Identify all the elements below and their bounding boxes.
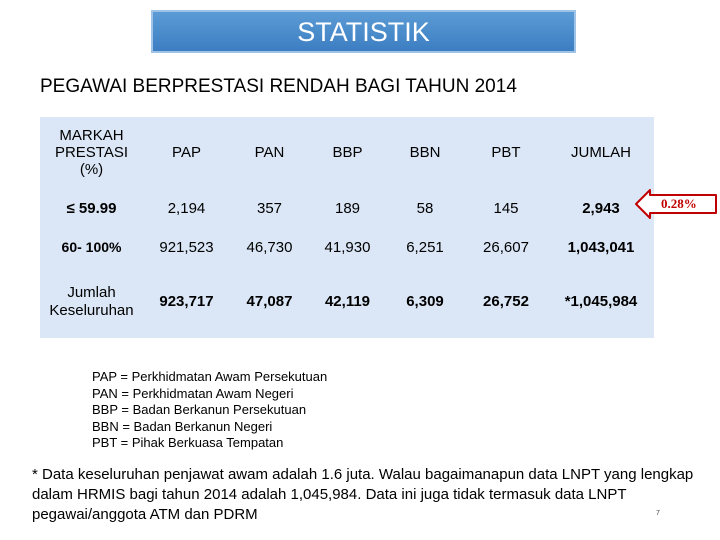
legend-item: BBN = Badan Berkanun Negeri — [92, 418, 273, 434]
row-label-line: Jumlah — [67, 283, 116, 301]
header-bbn: BBN — [409, 143, 441, 161]
abbreviation-legend — [92, 369, 327, 452]
table-cell: 46,730 — [246, 238, 293, 256]
statistics-table — [40, 117, 654, 338]
table-cell-total: 2,943 — [582, 199, 620, 217]
table-cell-total: *1,045,984 — [564, 293, 638, 310]
table-cell: 26,752 — [483, 293, 529, 310]
header-pan: PAN — [254, 143, 285, 161]
legend-item: PAN = Perkhidmatan Awam Negeri — [92, 385, 294, 401]
legend-item: PAP = Perkhidmatan Awam Persekutuan — [92, 369, 328, 384]
header-pap: PAP — [172, 143, 201, 161]
row-label: 60- 100% — [61, 239, 122, 255]
table-cell: 923,717 — [159, 293, 214, 310]
table-row — [40, 265, 654, 338]
header-line: PRESTASI — [54, 143, 129, 161]
table-cell: 26,607 — [483, 238, 529, 256]
table-cell: 41,930 — [324, 238, 371, 256]
row-label — [40, 265, 143, 338]
slide-title: STATISTIK — [151, 10, 576, 53]
header-line: MARKAH — [59, 126, 124, 144]
header-pbt: PBT — [491, 143, 521, 161]
table-row — [40, 187, 654, 229]
table-cell: 47,087 — [246, 293, 293, 310]
table-cell-total: 1,043,041 — [567, 238, 635, 256]
table-row — [40, 229, 654, 265]
table-cell: 357 — [256, 199, 283, 217]
callout-percentage: 0.28% — [661, 196, 697, 211]
slide-subtitle: PEGAWAI BERPRESTASI RENDAH BAGI TAHUN 2014 — [40, 76, 517, 97]
table-cell: 6,251 — [406, 238, 444, 256]
row-label-line: Keseluruhan — [49, 301, 134, 319]
table-header-row — [40, 117, 654, 187]
header-jumlah: JUMLAH — [570, 143, 631, 161]
header-markah-prestasi — [40, 117, 143, 187]
page-number: 7 — [656, 510, 660, 517]
table-cell: 58 — [416, 199, 434, 217]
legend-item: PBT = Pihak Berkuasa Tempatan — [92, 435, 284, 450]
table-cell: 2,194 — [167, 199, 206, 217]
header-bbp: BBP — [332, 143, 363, 161]
table-cell: 42,119 — [324, 293, 371, 310]
table-cell: 6,309 — [406, 293, 444, 310]
table-cell: 921,523 — [159, 238, 214, 256]
table-cell: 145 — [493, 199, 519, 217]
header-line: (%) — [79, 160, 104, 178]
table-cell: 189 — [334, 199, 361, 217]
footnote: * Data keseluruhan penjawat awam adalah 1.6 juta. Walau bagaimanapun data LNPT yang lengkap dalam HRMIS bagi tahun 2014 adalah 1,045,984. Data ini juga tidak termasuk data LNPT pegawai/anggota ATM dan PDRM — [32, 466, 694, 523]
legend-item: BBP = Badan Berkanun Persekutuan — [92, 402, 307, 417]
row-label: ≤ 59.99 — [66, 199, 117, 217]
